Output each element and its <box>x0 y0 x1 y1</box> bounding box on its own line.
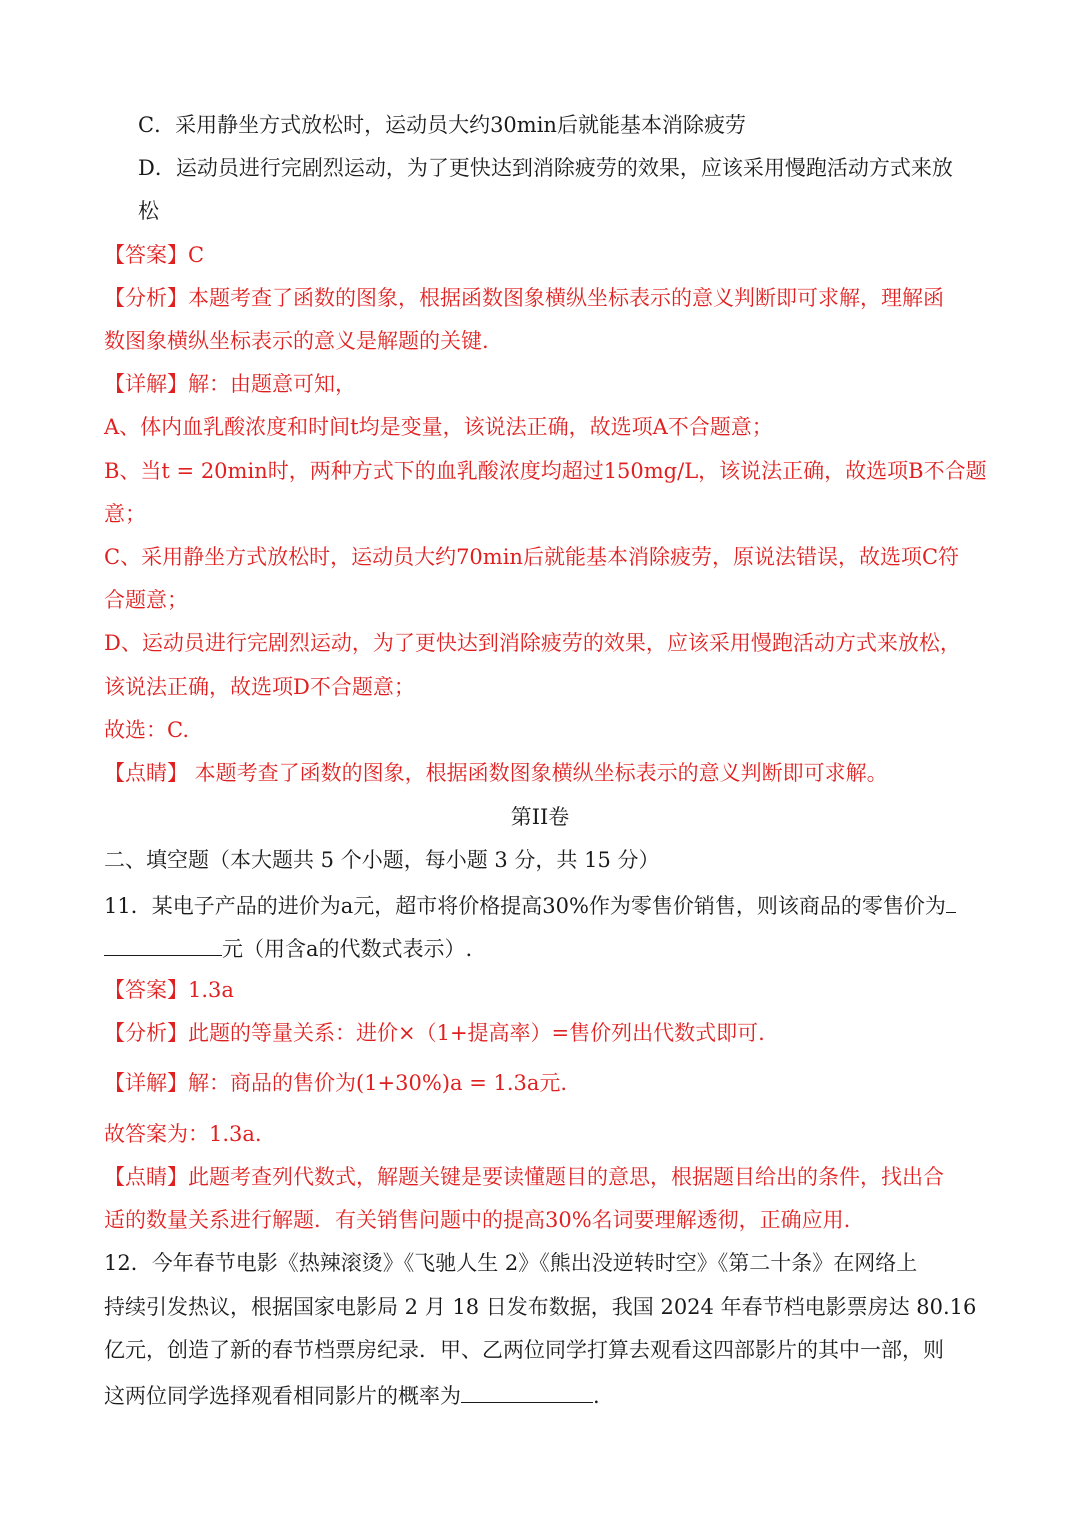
q10-detail-intro: 【详解】解：由题意可知， <box>104 372 356 396</box>
q10-answer: 【答案】C <box>104 243 205 267</box>
q11-final: 故答案为：1.3a. <box>104 1122 262 1146</box>
q11-detail: 【详解】解：商品的售价为(1+30%)a = 1.3a元. <box>104 1071 568 1095</box>
q10-detail-c-line2: 合题意； <box>104 588 188 612</box>
q11-question-text: 11．某电子产品的进价为a元，超市将价格提高30%作为零售价销售，则该商品的零售价为 <box>104 894 946 918</box>
q12-line4-end: . <box>593 1384 600 1408</box>
q10-analysis-line1: 【分析】本题考查了函数的图象，根据函数图象横纵坐标表示的意义判断即可求解，理解函 <box>104 286 944 310</box>
q10-detail-d-line2: 该说法正确，故选项D不合题意； <box>104 675 415 699</box>
q10-detail-b-line2: 意； <box>104 502 146 526</box>
q11-analysis: 【分析】此题的等量关系：进价×（1+提高率）=售价列出代数式即可. <box>104 1021 765 1045</box>
q12-line3: 亿元，创造了新的春节档票房纪录．甲、乙两位同学打算去观看这四部影片的其中一部，则 <box>104 1338 944 1362</box>
q12-line4 <box>104 1378 1080 1411</box>
q10-comment: 【点睛】 本题考查了函数的图象，根据函数图象横纵坐标表示的意义判断即可求解。 <box>104 761 888 785</box>
q10-analysis-line2: 数图象横纵坐标表示的意义是解题的关键. <box>104 329 489 353</box>
q11-answer: 【答案】1.3a <box>104 978 234 1002</box>
q10-detail-d-line1: D、运动员进行完剧烈运动，为了更快达到消除疲劳的效果，应该采用慢跑活动方式来放松， <box>104 631 961 655</box>
q10-choose: 故选：C. <box>104 718 189 742</box>
answer-blank[interactable] <box>104 931 222 956</box>
q11-question-line1 <box>104 888 1080 921</box>
q12-answer-blank[interactable] <box>461 1378 593 1403</box>
q11-question-text-2: 元（用含a的代数式表示）. <box>222 937 473 961</box>
q10-detail-b-line1: B、当t = 20min时，两种方式下的血乳酸浓度均超过150mg/L，该说法正确，故选项B不合题 <box>104 459 987 483</box>
q10-option-d-line1: D．运动员进行完剧烈运动，为了更快达到消除疲劳的效果，应该采用慢跑活动方式来放 <box>138 156 953 180</box>
q11-comment-line2: 适的数量关系进行解题．有关销售问题中的提高30%名词要理解透彻，正确应用. <box>104 1208 851 1232</box>
q10-detail-a: A、体内血乳酸浓度和时间t均是变量，该说法正确，故选项A不合题意； <box>104 415 773 439</box>
q12-line1: 12．今年春节电影《热辣滚烫》《飞驰人生 2》《熊出没逆转时空》《第二十条》在网络上 <box>104 1251 918 1275</box>
section-heading: 二、填空题（本大题共 5 个小题，每小题 3 分，共 15 分） <box>104 848 660 872</box>
answer-blank-start <box>946 888 956 913</box>
q11-question-line2 <box>104 931 1080 964</box>
q10-option-c: C．采用静坐方式放松时，运动员大约30min后就能基本消除疲劳 <box>138 113 746 137</box>
q12-line4-text: 这两位同学选择观看相同影片的概率为 <box>104 1384 461 1408</box>
q11-comment-line1: 【点睛】此题考查列代数式，解题关键是要读懂题目的意思，根据题目给出的条件，找出合 <box>104 1165 944 1189</box>
q10-detail-c-line1: C、采用静坐方式放松时，运动员大约70min后就能基本消除疲劳，原说法错误，故选项C符 <box>104 545 960 569</box>
q12-line2: 持续引发热议，根据国家电影局 2 月 18 日发布数据，我国 2024 年春节档电影票房达 80.16 <box>104 1295 977 1319</box>
section-title: 第II卷 <box>510 805 570 829</box>
q10-option-d-line2: 松 <box>138 199 159 223</box>
